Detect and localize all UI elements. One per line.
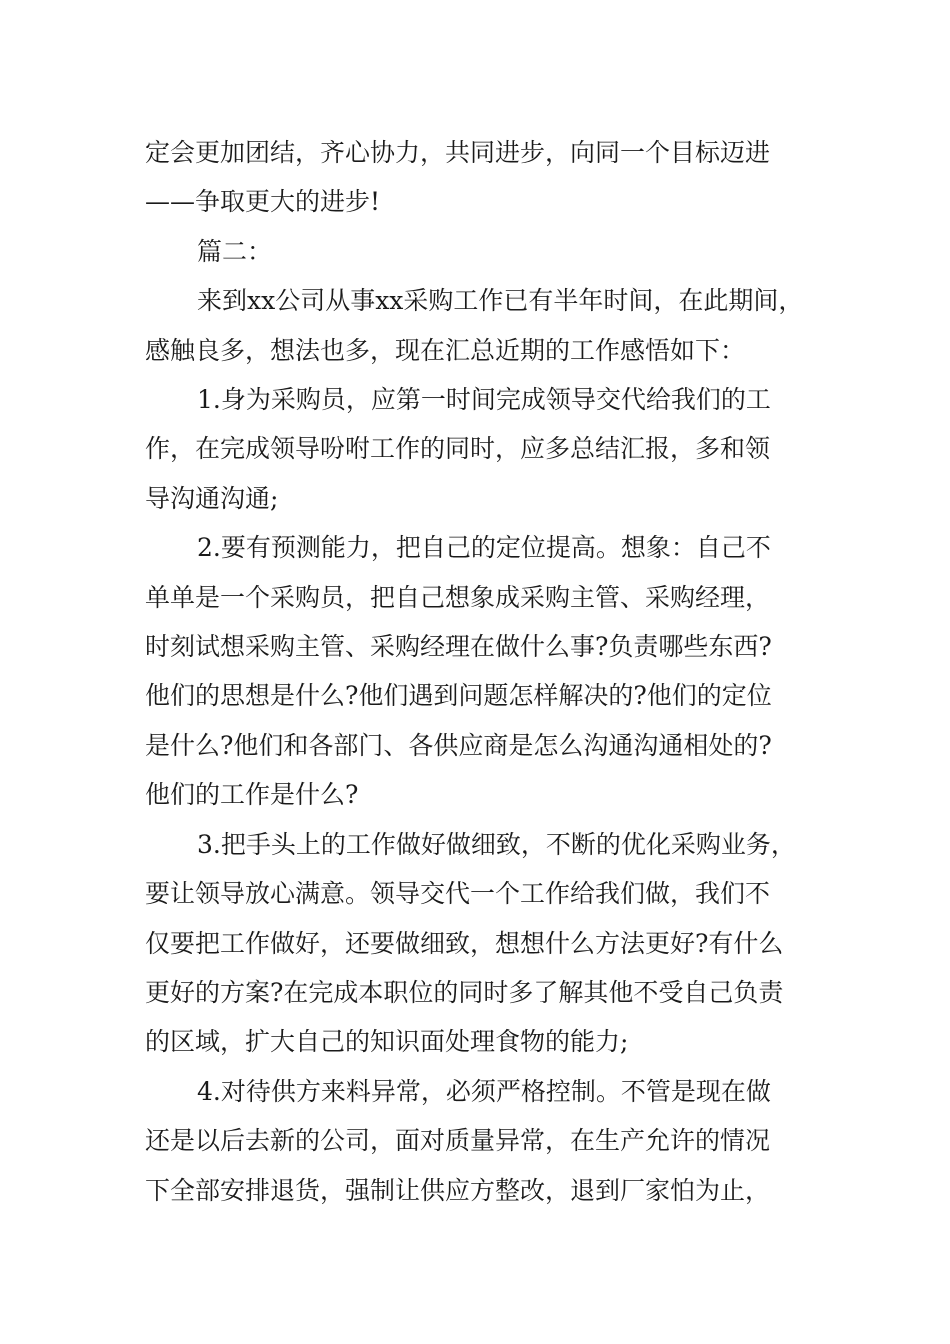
text-line: 他们的思想是什么?他们遇到问题怎样解决的?他们的定位 <box>145 681 772 711</box>
text-line: 篇二： <box>197 236 273 266</box>
text-line: 1.身为采购员，应第一时间完成领导交代给我们的工 <box>197 385 771 415</box>
text-line: 他们的工作是什么? <box>145 780 359 810</box>
text-line: 单单是一个采购员，把自己想象成采购主管、采购经理， <box>145 582 771 612</box>
text-line: 仅要把工作做好，还要做细致，想想什么方法更好?有什么 <box>145 928 784 958</box>
text-line: 导沟通沟通; <box>145 483 279 513</box>
paragraph-item-2 <box>145 523 815 819</box>
text-line: 还是以后去新的公司，面对质量异常，在生产允许的情况 <box>145 1126 771 1156</box>
paragraph-intro <box>145 276 815 375</box>
paragraph-item-1 <box>145 375 815 523</box>
text-line: 要让领导放心满意。领导交代一个工作给我们做，我们不 <box>145 879 771 909</box>
document-page <box>145 128 815 1215</box>
text-line: 的区域，扩大自己的知识面处理食物的能力; <box>145 1027 629 1057</box>
paragraph-continuation <box>145 128 815 227</box>
paragraph-item-3 <box>145 820 815 1067</box>
text-line: 作，在完成领导吩咐工作的同时，应多总结汇报，多和领 <box>145 434 771 464</box>
text-line: 更好的方案?在完成本职位的同时多了解其他不受自己负责 <box>145 977 784 1007</box>
text-line: ——争取更大的进步! <box>145 187 381 217</box>
section-heading <box>145 227 815 276</box>
text-line: 下全部安排退货，强制让供应方整改，退到厂家怕为止， <box>145 1175 771 1205</box>
text-line: 4.对待供方来料异常，必须严格控制。不管是现在做 <box>197 1076 771 1106</box>
text-line: 定会更加团结，齐心协力，共同进步，向同一个目标迈进 <box>145 138 771 167</box>
text-line: 2.要有预测能力，把自己的定位提高。想象：自己不 <box>197 533 771 563</box>
text-line: 时刻试想采购主管、采购经理在做什么事?负责哪些东西? <box>145 632 772 662</box>
paragraph-item-4 <box>145 1067 815 1215</box>
text-line: 是什么?他们和各部门、各供应商是怎么沟通沟通相处的? <box>145 730 772 760</box>
text-line: 3.把手头上的工作做好做细致，不断的优化采购业务， <box>197 829 796 859</box>
text-line: 感触良多，想法也多，现在汇总近期的工作感悟如下： <box>145 335 746 365</box>
text-line: 来到xx公司从事xx采购工作已有半年时间，在此期间， <box>197 286 804 316</box>
